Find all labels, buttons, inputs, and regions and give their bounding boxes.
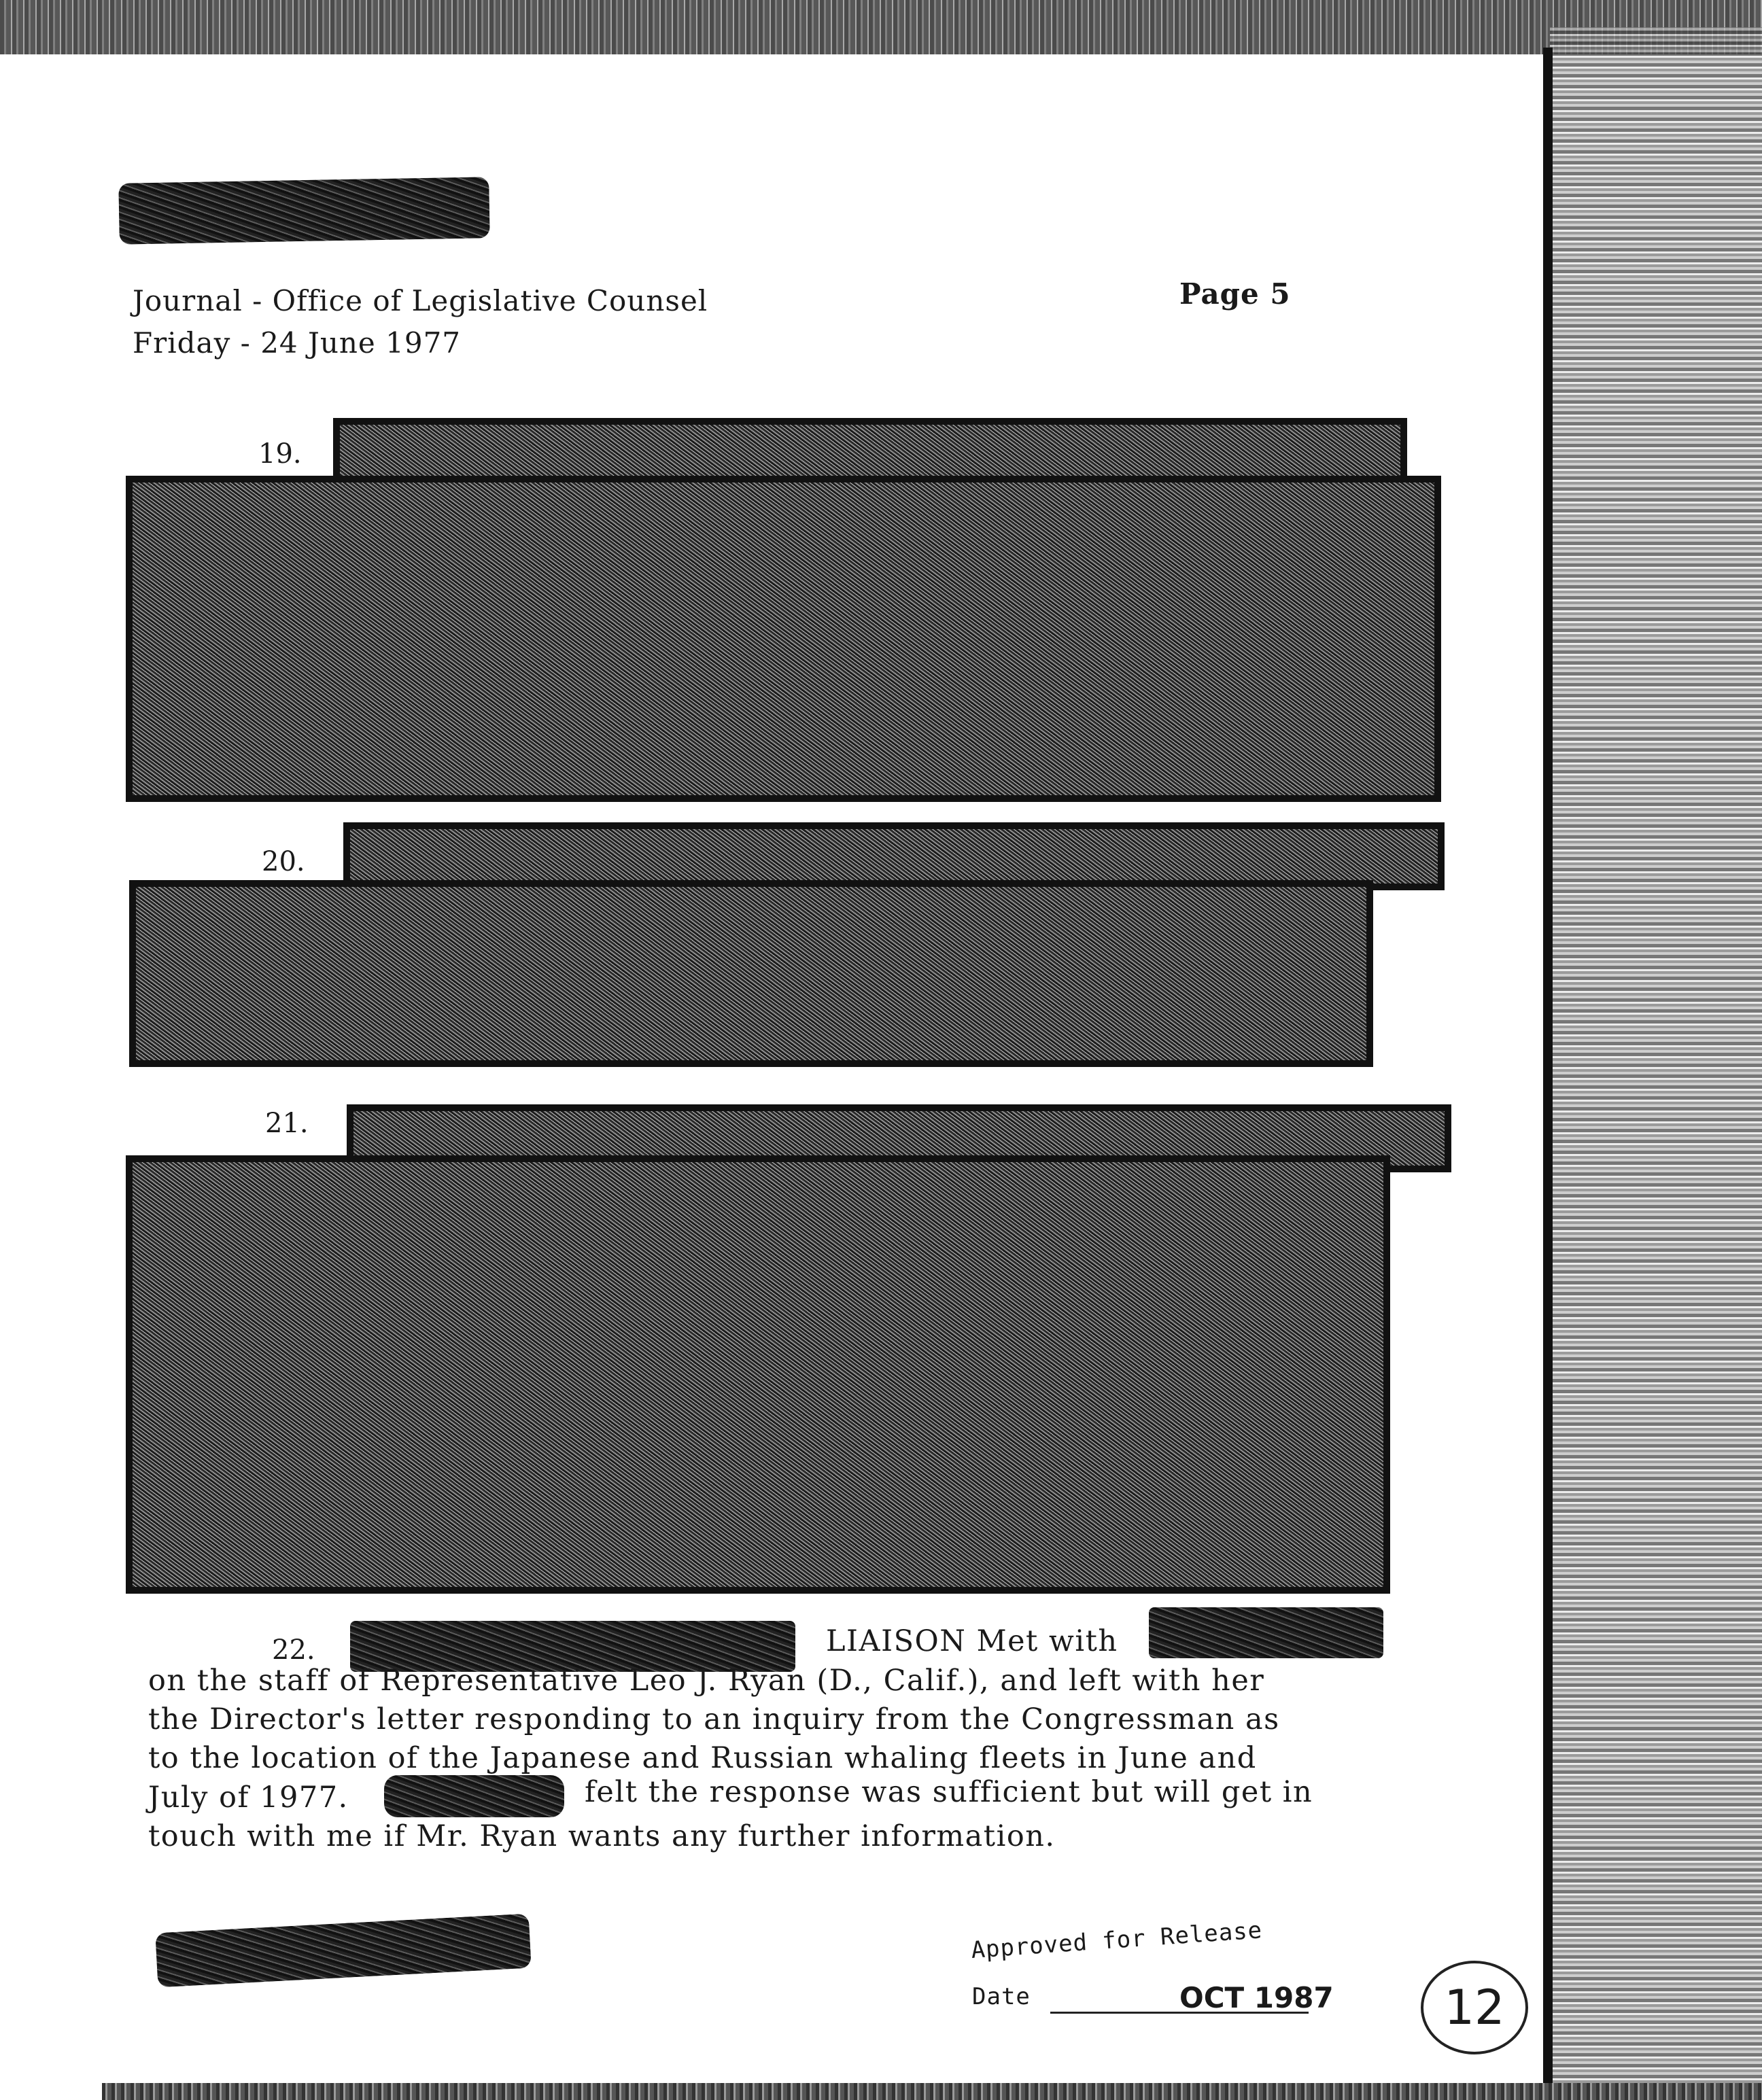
- stamp-date-label: Date: [972, 1983, 1031, 2010]
- item-21-number: 21.: [265, 1108, 309, 1139]
- scan-edge-bottom: [102, 2083, 1762, 2100]
- handwritten-page-number: 12: [1421, 1961, 1528, 2054]
- approved-for-release-stamp: Approved for Release: [970, 1917, 1264, 1964]
- item-22-line-4: to the location of the Japanese and Russian whaling fleets in June and: [148, 1741, 1257, 1775]
- scan-edge-top: [0, 0, 1762, 54]
- scan-edge-right-border: [1543, 48, 1553, 2086]
- classification-redaction-top: [118, 177, 489, 244]
- item-19-number: 19.: [258, 438, 302, 470]
- classification-redaction-bottom: [155, 1914, 531, 1988]
- item-22-line-5-end: felt the response was sufficient but will get in: [585, 1775, 1313, 1809]
- item-20-redaction-body: [129, 880, 1373, 1067]
- item-22-line-3: the Director's letter responding to an inquiry from the Congressman as: [148, 1702, 1280, 1736]
- item-21-redaction-body: [126, 1155, 1390, 1594]
- item-20-number: 20.: [262, 846, 305, 877]
- scan-edge-right: [1550, 27, 1762, 2100]
- item-22-line-6: touch with me if Mr. Ryan wants any further information.: [148, 1819, 1056, 1853]
- item-22-liaison: LIAISON Met with: [826, 1624, 1118, 1658]
- journal-title: Journal - Office of Legislative Counsel: [133, 284, 708, 317]
- item-22-number: 22.: [272, 1634, 315, 1666]
- journal-date: Friday - 24 June 1977: [133, 326, 462, 360]
- item-22-redaction-inline: [384, 1775, 564, 1817]
- item-22-line-5-start: July of 1977.: [148, 1781, 349, 1815]
- item-22-line-2: on the staff of Representative Leo J. Ryan (D., Calif.), and left with her: [148, 1664, 1265, 1698]
- stamp-date-value: OCT 1987: [1179, 1981, 1334, 2014]
- item-19-redaction-body: [126, 476, 1441, 802]
- page-number: Page 5: [1179, 277, 1291, 311]
- item-22-redaction-staffer: [1149, 1607, 1383, 1658]
